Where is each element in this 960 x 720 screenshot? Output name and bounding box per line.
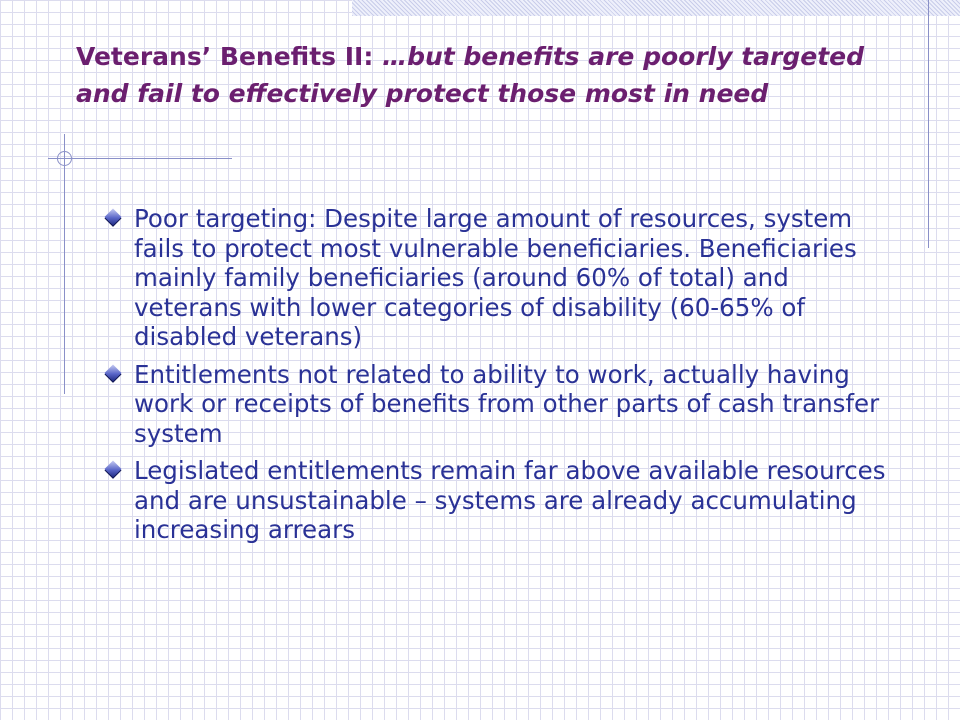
diamond-bullet-icon xyxy=(105,364,122,381)
bullet-text: Poor targeting: Despite large amount of resources, system fails to protect most vulnerable beneficiaries. Beneficiaries mainly family beneficiaries (around 60% of total) and veterans with lower categories of disability (60-65% of disabled veterans) xyxy=(134,204,857,351)
slide-title xyxy=(76,38,876,112)
diamond-bullet-icon xyxy=(105,461,122,478)
bullet-text: Entitlements not related to ability to work, actually having work or receipts of benefits from other parts of cash transfer system xyxy=(134,359,880,448)
diamond-bullet-icon xyxy=(105,209,122,226)
bullet-item xyxy=(104,204,904,352)
crosshair-ring-icon xyxy=(57,151,72,166)
bullet-text: Legislated entitlements remain far above available resources and are unsustainable – systems are already accumulating increasing arrears xyxy=(134,456,886,544)
bullet-item xyxy=(104,360,904,449)
left-vertical-rule xyxy=(64,134,65,394)
top-decorative-band xyxy=(352,0,960,16)
title-underline-rule xyxy=(48,158,232,159)
bullet-item xyxy=(104,456,904,545)
slide-title-prefix: Veterans’ Benefits II: xyxy=(76,42,383,71)
right-vertical-rule xyxy=(928,0,929,248)
slide-title-emphasis: …but benefits are poorly targeted and fail to effectively protect those most in need xyxy=(76,42,865,108)
bullet-list xyxy=(104,204,904,553)
